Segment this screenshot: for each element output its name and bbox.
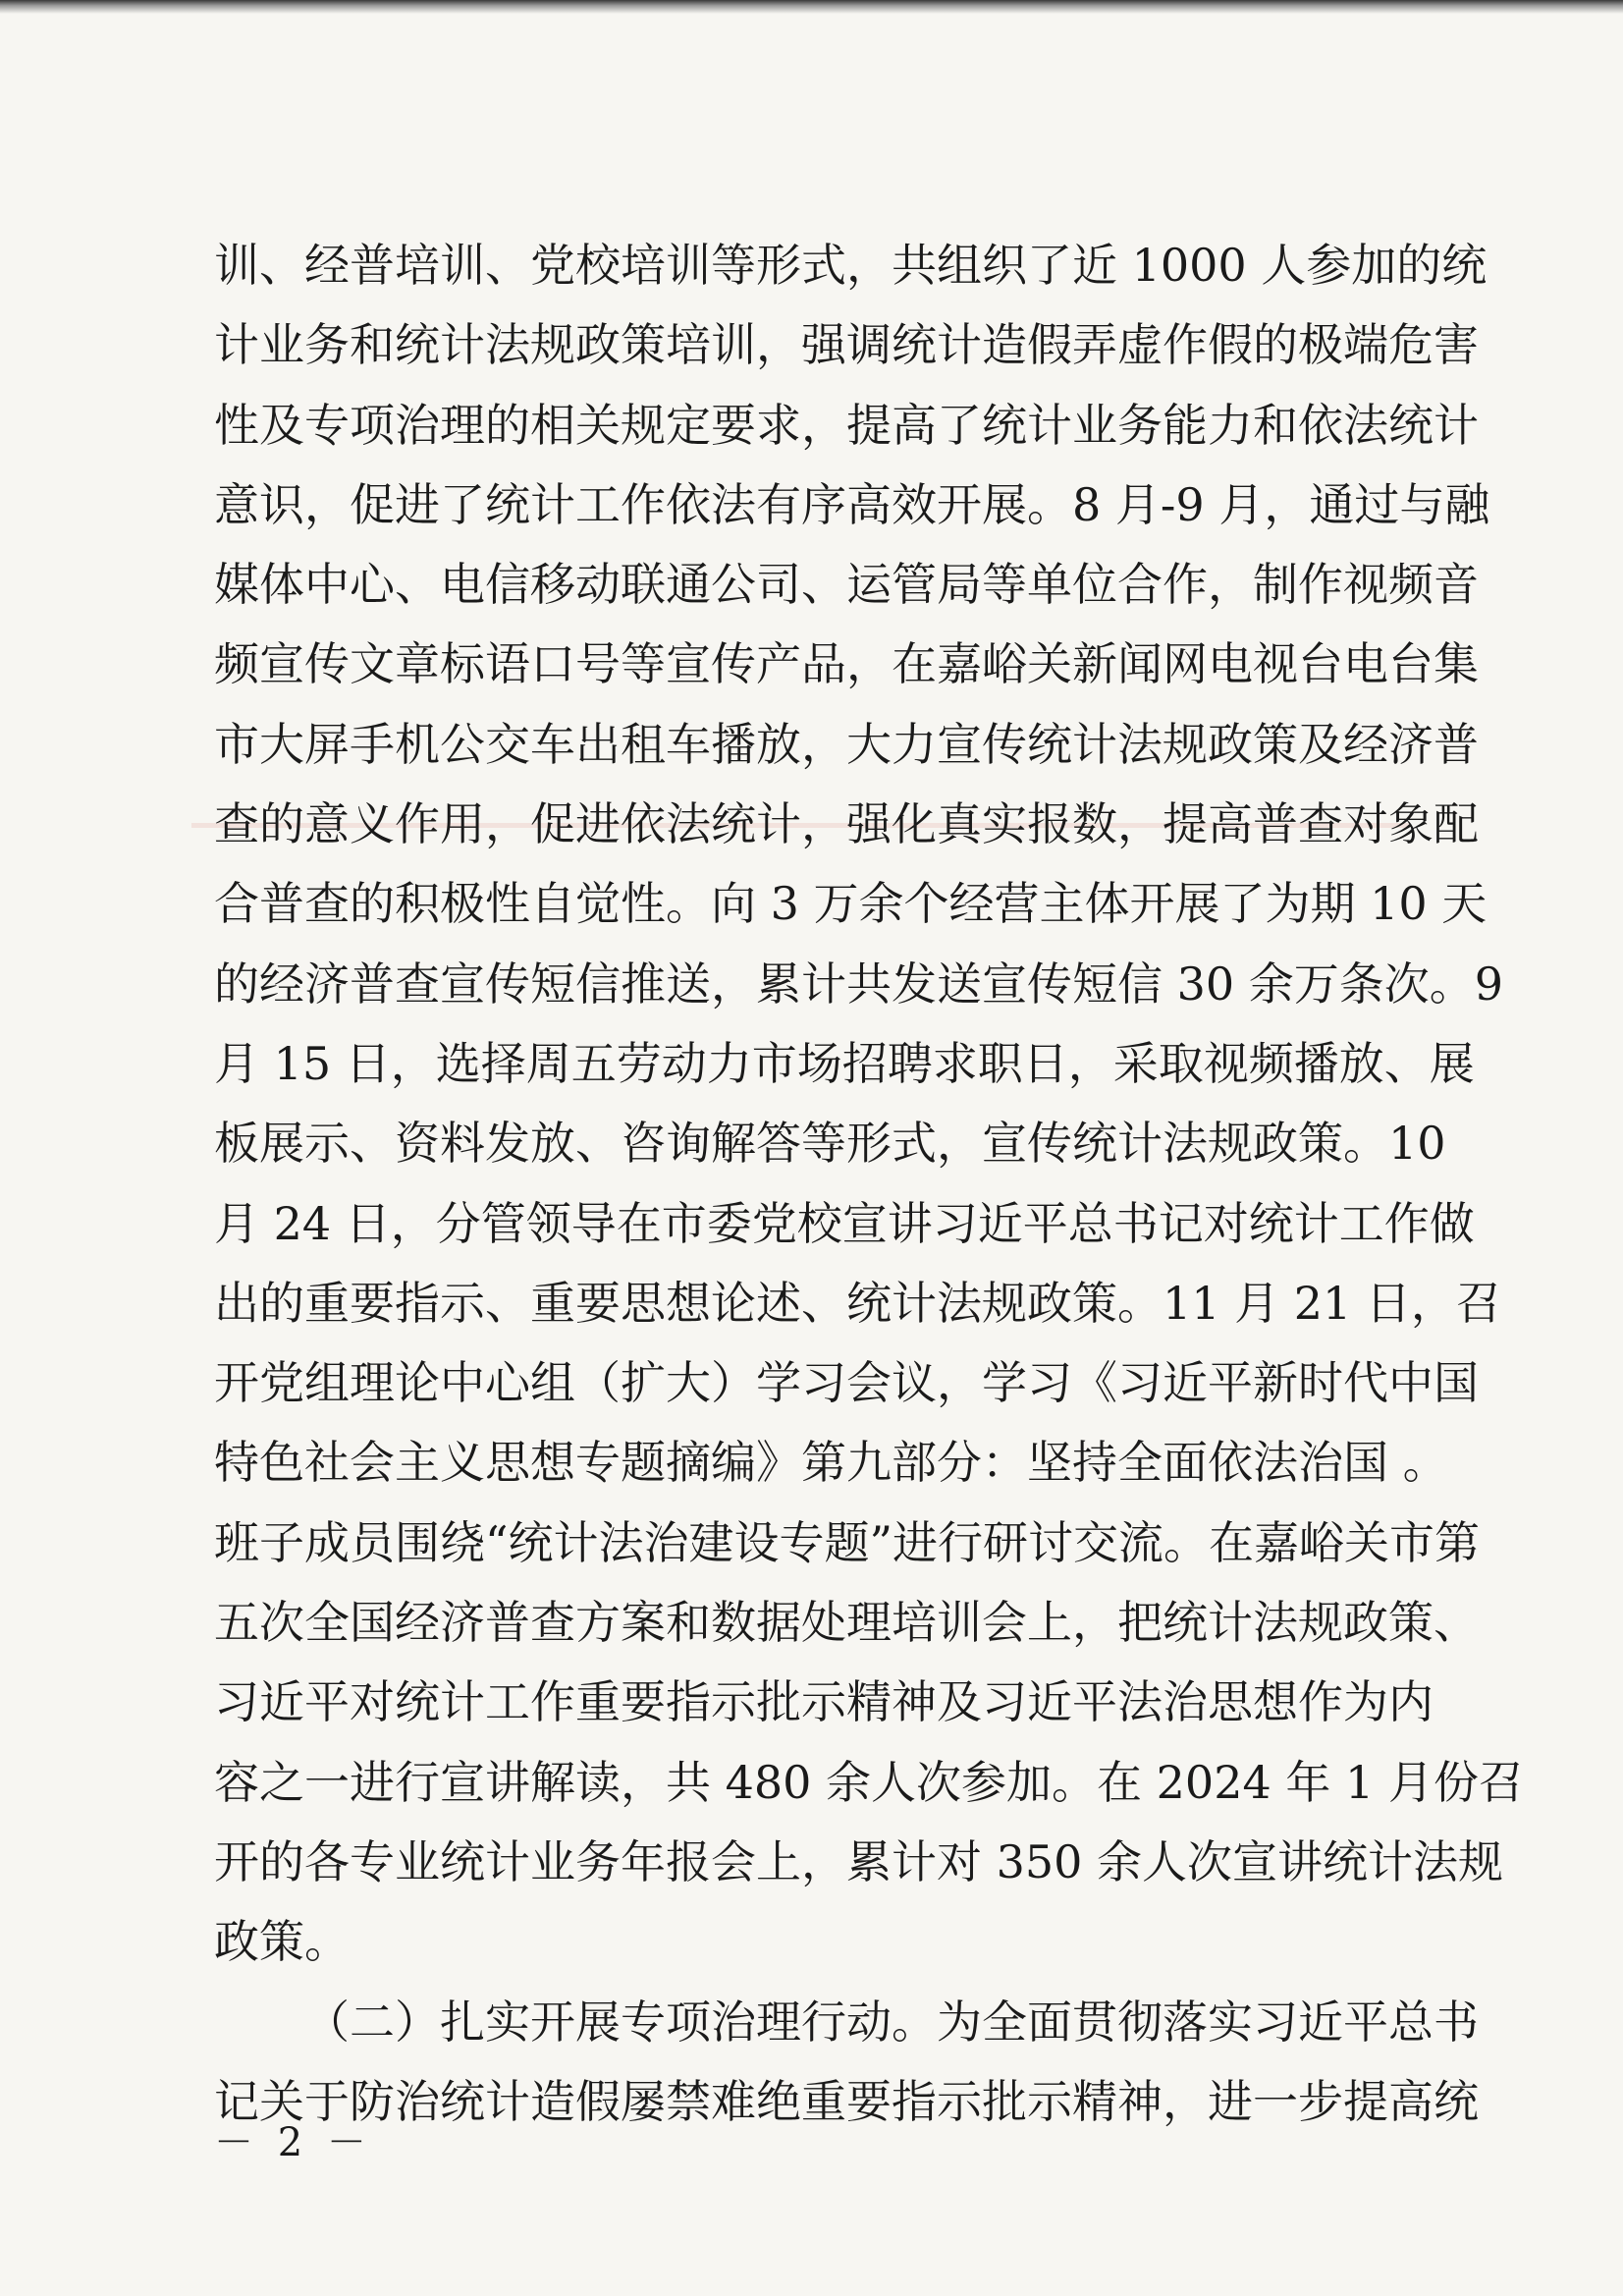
- text-line-5: 媒体中心、电信移动联通公司、运管局等单位合作，制作视频音: [214, 558, 1479, 612]
- scan-top-edge: [0, 0, 1623, 14]
- text-line-21: 开的各专业统计业务年报会上，累计对 350 余人次宣讲统计法规: [214, 1834, 1504, 1888]
- text-line-8: 查的意义作用，促进依法统计，强化真实报数，提高普查对象配: [214, 797, 1479, 851]
- text-line-1: 训、经普培训、党校培训等形式，共组织了近 1000 人参加的统: [214, 239, 1488, 292]
- text-line-7: 市大屏手机公交车出租车播放，大力宣传统计法规政策及经济普: [214, 717, 1479, 771]
- text-line-9: 合普查的积极性自觉性。向 3 万余个经营主体开展了为期 10 天: [214, 877, 1488, 931]
- text-line-14: 出的重要指示、重要思想论述、统计法规政策。11 月 21 日，召: [214, 1276, 1501, 1330]
- text-line-6: 频宣传文章标语口号等宣传产品，在嘉峪关新闻网电视台电台集: [214, 637, 1479, 691]
- text-line-22: 政策。: [214, 1915, 350, 1969]
- text-line-3: 性及专项治理的相关规定要求，提高了统计业务能力和依法统计: [214, 398, 1479, 452]
- text-line-20: 容之一进行宣讲解读，共 480 余人次参加。在 2024 年 1 月份召: [214, 1755, 1524, 1809]
- section-heading-line: （二）扎实开展专项治理行动。为全面贯彻落实习近平总书: [304, 1995, 1479, 2049]
- text-line-13: 月 24 日，分管领导在市委党校宣讲习近平总书记对统计工作做: [214, 1196, 1475, 1250]
- text-line-15: 开党组理论中心组（扩大）学习会议，学习《习近平新时代中国: [214, 1356, 1479, 1410]
- text-line-24: 记关于防治统计造假屡禁难绝重要指示批示精神，进一步提高统: [214, 2074, 1479, 2128]
- text-line-4: 意识，促进了统计工作依法有序高效开展。8 月-9 月，通过与融: [214, 477, 1490, 531]
- text-line-12: 板展示、资料发放、咨询解答等形式，宣传统计法规政策。10: [214, 1117, 1446, 1171]
- text-line-11: 月 15 日，选择周五劳动力市场招聘求职日，采取视频播放、展: [214, 1036, 1475, 1090]
- text-line-10: 的经济普查宣传短信推送，累计共发送宣传短信 30 余万条次。9: [214, 957, 1504, 1011]
- text-line-16: 特色社会主义思想专题摘编》第九部分：坚持全面依法治国 。: [214, 1436, 1448, 1490]
- page-number: － 2 －: [214, 2120, 372, 2165]
- document-body: [214, 226, 1524, 2142]
- text-line-2: 计业务和统计法规政策培训，强调统计造假弄虚作假的极端危害: [214, 318, 1479, 372]
- text-line-19: 习近平对统计工作重要指示批示精神及习近平法治思想作为内: [214, 1675, 1434, 1729]
- text-line-17: 班子成员围绕“统计法治建设专题”进行研讨交流。在嘉峪关市第: [214, 1515, 1481, 1569]
- text-line-18: 五次全国经济普查方案和数据处理培训会上，把统计法规政策、: [214, 1596, 1479, 1650]
